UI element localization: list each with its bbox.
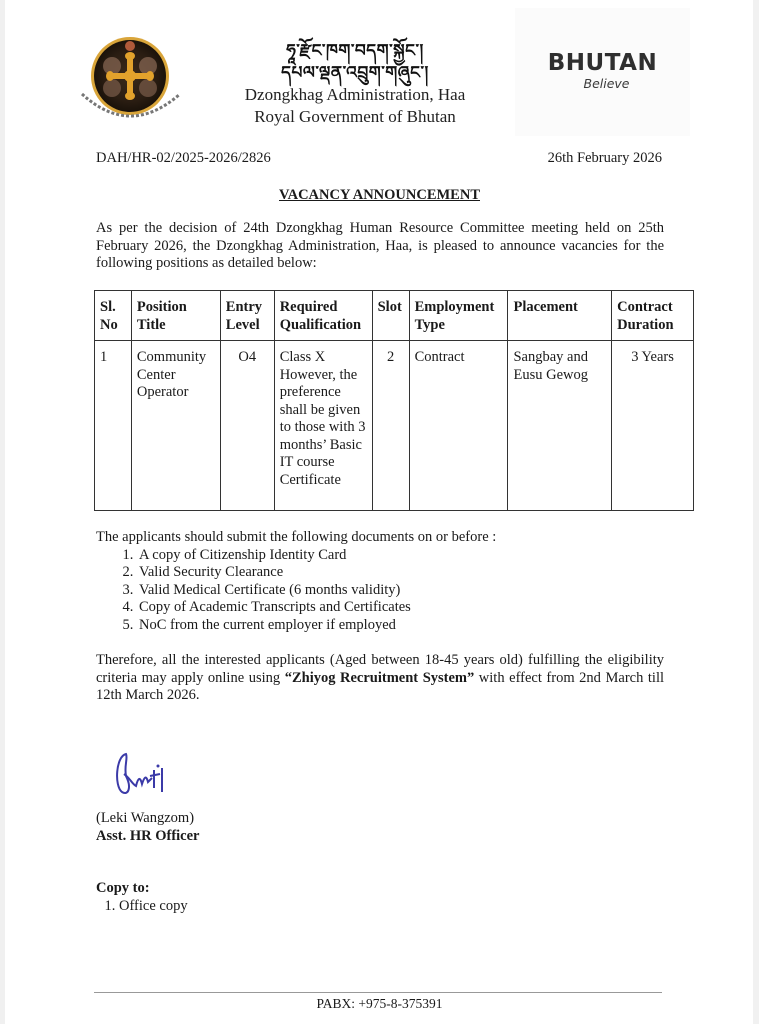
documents-list xyxy=(96,547,666,635)
header-required-qualification: Required Qualification xyxy=(274,291,372,341)
copy-to-block xyxy=(96,880,188,915)
footer-pabx: PABX: +975-8-375391 xyxy=(316,996,443,1011)
cell-employment-type: Contract xyxy=(409,341,508,511)
document-title: VACANCY ANNOUNCEMENT xyxy=(279,187,480,203)
header-slot: Slot xyxy=(372,291,409,341)
signatory-designation: Asst. HR Officer xyxy=(96,827,200,844)
cell-contract-duration: 3 Years xyxy=(612,341,694,511)
brand-tagline: Believe xyxy=(583,76,630,91)
cell-position-title: Community Center Operator xyxy=(131,341,220,511)
header-entry-level: Entry Level xyxy=(220,291,274,341)
reference-number: DAH/HR-02/2025-2026/2826 xyxy=(96,150,271,166)
cell-slot: 2 xyxy=(372,341,409,511)
cell-required-qualification: Class X However, the preference shall be given to those with 3 months’ Basic IT course Certificate xyxy=(274,341,372,511)
header-position-title: Position Title xyxy=(131,291,220,341)
list-item: 1. A copy of Citizenship Identity Card xyxy=(137,547,666,565)
list-item: 1. Office copy xyxy=(119,898,188,916)
reference-row xyxy=(96,150,662,167)
required-documents xyxy=(96,529,666,634)
vacancy-table xyxy=(94,290,694,511)
letterhead xyxy=(230,40,480,128)
table-header-row xyxy=(95,291,694,341)
page-edge-left xyxy=(0,0,5,1024)
application-text-after: with effect from 2nd March till 12th March 2026. xyxy=(96,669,665,703)
list-item: 5. NoC from the current employer if employed xyxy=(137,617,666,635)
list-item: 3. Valid Medical Certificate (6 months validity) xyxy=(137,582,666,600)
list-item: 2. Valid Security Clearance xyxy=(137,564,666,582)
bhutan-believe-logo xyxy=(515,8,690,136)
copy-to-list xyxy=(96,898,188,916)
intro-paragraph: As per the decision of 24th Dzongkhag Human Resource Committee meeting held on 25th February 2026, the Dzongkhag Administration, Haa, is pleased to announce vacancies for the following positions as detailed below: xyxy=(96,220,664,271)
application-text-before: Therefore, all the interested applicants (Aged between 18-45 years old) fulfilling the eligibility criteria may apply online using xyxy=(96,652,664,686)
brand-title: BHUTAN xyxy=(547,50,658,76)
letter-date: 26th February 2026 xyxy=(547,150,662,166)
header-placement: Placement xyxy=(508,291,612,341)
cell-sl-no: 1 xyxy=(95,341,132,511)
documents-lead: The applicants should submit the following documents on or before : xyxy=(96,529,497,545)
page-edge-right xyxy=(753,0,759,1024)
header-employment-type: Employment Type xyxy=(409,291,508,341)
footer-divider xyxy=(94,992,662,993)
recruitment-system-name: “Zhiyog Recruitment System” xyxy=(284,669,475,686)
application-paragraph xyxy=(96,652,664,705)
table-row xyxy=(95,341,694,511)
signatory-name: (Leki Wangzom) xyxy=(96,810,195,826)
header-sl-no: Sl. No xyxy=(95,291,132,341)
cell-entry-level: O4 xyxy=(220,341,274,511)
signature-icon xyxy=(112,748,182,798)
copy-to-label: Copy to: xyxy=(96,880,150,896)
dzongkha-office-name: ཧཱ་རྫོང་ཁག་བདག་སྐྱོང་། xyxy=(286,41,424,61)
dzongkha-government-name: དཔལ་ལྡན་འབྲུག་གཞུང་། xyxy=(281,63,429,83)
royal-emblem-icon xyxy=(70,36,190,136)
cell-placement: Sangbay and Eusu Gewog xyxy=(508,341,612,511)
header-contract-duration: Contract Duration xyxy=(612,291,694,341)
office-name: Dzongkhag Administration, Haa xyxy=(244,85,466,104)
government-name: Royal Government of Bhutan xyxy=(254,107,456,126)
list-item: 4. Copy of Academic Transcripts and Certificates xyxy=(137,599,666,617)
signatory-block xyxy=(96,810,199,845)
